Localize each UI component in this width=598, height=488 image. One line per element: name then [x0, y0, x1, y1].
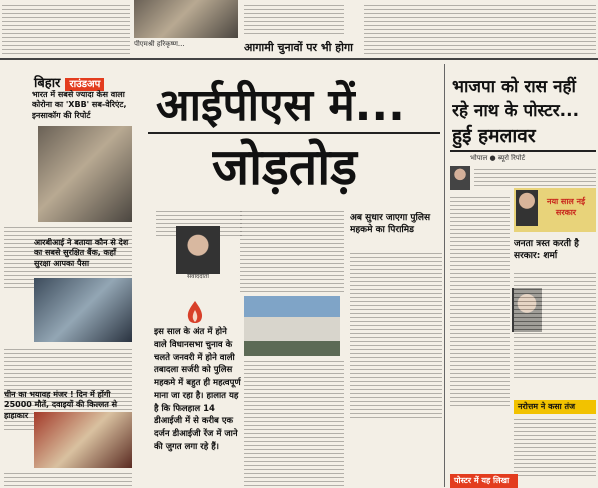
right-subhead: जनता त्रस्त करती है सरकार: शर्मा: [514, 239, 579, 262]
section-tag-roundup: राउंडअप: [65, 78, 104, 91]
byline-photo-caption: संवाददाता: [187, 274, 209, 280]
flame-icon: [184, 300, 206, 326]
pull-quote: इस साल के अंत में होने वाले विधानसभा चुनाव के चलते जनवरी में होने वाली तबादला सर्जरी को पुलिस महकमे में बहुत ही महत्वपूर्ण माना जा रहा है। हालात यह है कि फिलहाल 14 डीआईजी में से करीब एक दर्जन डीआईजी रेंज में जाने की जुगत लगा रहे हैं।: [154, 327, 241, 452]
main-headline-line2: जोड़तोड़: [212, 138, 357, 196]
section-tag-bihar: बिहार: [34, 76, 61, 91]
top-divider: [0, 58, 598, 60]
story2-headline: आरबीआई ने बताया कौन से देश का सबसे सुरक्षित बैंक, कहाँ सुरक्षा आपका पैसा: [34, 238, 129, 268]
right-col-divider: [444, 64, 445, 487]
main-text-col2: [350, 250, 442, 418]
right-text-2: [450, 194, 510, 408]
right-text-4: [514, 416, 596, 476]
sub-headline: अब सुधार जाएगा पुलिस महकमे का पिरामिड: [350, 213, 431, 236]
right-headline-line2: रहे नाथ के पोस्टर...: [452, 101, 580, 121]
top-text-mid: [244, 2, 344, 34]
section-tag: [34, 72, 104, 91]
top-text-right: [364, 2, 596, 54]
main-text-col3: [244, 358, 344, 486]
right-headline-line1: भाजपा को रास नहीं: [452, 77, 576, 97]
building-photo: [244, 296, 340, 356]
top-photo-1: [134, 0, 238, 38]
main-text-col1b: [240, 208, 344, 294]
top-photo-caption-left: पीएमश्री हरिकृष्ण...: [134, 40, 185, 48]
right-photo-1: [450, 166, 470, 190]
top-strip: [0, 0, 598, 60]
byline-photo: [176, 226, 220, 274]
left-column: [0, 64, 134, 487]
story3-headline: चीन का भयावह मंजर ! दिन में होंगी 25000 मौतें, दवाइयों की किल्लत से हाहाकार: [4, 390, 118, 420]
right-byline: भोपाल ● ब्यूरो रिपोर्ट: [470, 154, 526, 162]
story3-text: [4, 470, 132, 486]
poster-text: नया साल नई सरकार: [547, 197, 585, 217]
right-headline-rule: [450, 150, 596, 152]
bottom-tag: पोस्टर में यह लिखा: [450, 474, 518, 488]
right-headline-line3: हुई हमलावर: [452, 125, 536, 147]
story1-headline: भारत में सबसे ज्यादा केस वाला कोरोना का 'XBB' सब-वेरिएंट, इनसाकॉग की रिपोर्ट: [32, 90, 127, 120]
poster-photo: [516, 190, 538, 226]
right-text-1: [474, 166, 596, 188]
main-headline-line1: आईपीएस में...: [156, 80, 405, 131]
top-mid-headline: आगामी चुनावों पर भी होगा: [244, 41, 353, 54]
story2-photo: [34, 278, 132, 342]
story3-photo: [34, 412, 132, 468]
main-headline-rule: [148, 132, 440, 134]
top-text-left: [2, 2, 130, 54]
story1-photo: [38, 126, 132, 222]
box-label: नरोत्तम ने कसा तंज: [514, 400, 596, 414]
right-text-3: [514, 270, 596, 380]
